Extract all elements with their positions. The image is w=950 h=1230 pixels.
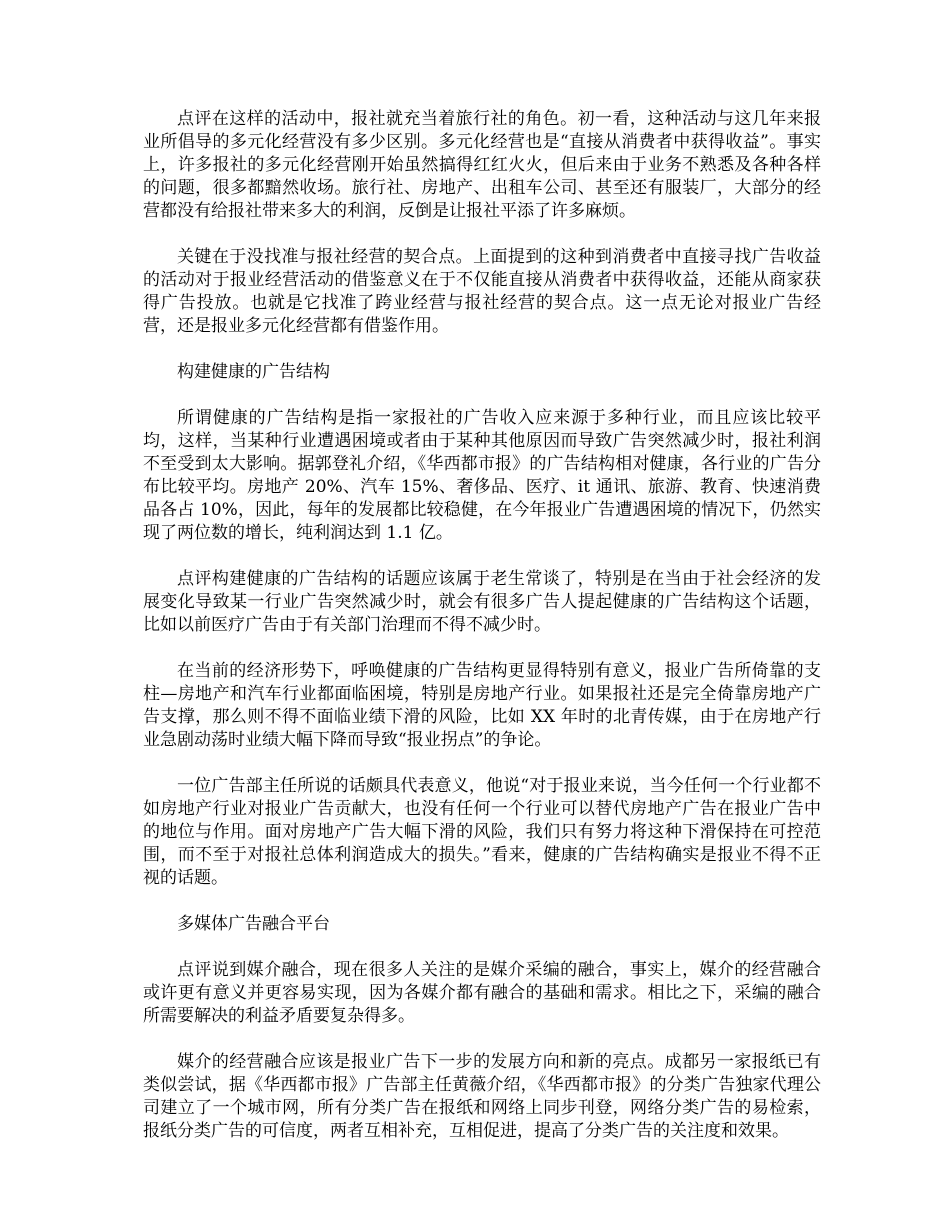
article-body (143, 108, 821, 1166)
paragraph-healthy-structure: 所谓健康的广告结构是指一家报社的广告收入应来源于多种行业，而且应该比较平均，这样，当某种行业遭遇困境或者由于某种其他原因而导致广告突然减少时，报社利润不至受到太大影响。据郭登礼介绍，《华西都市报》的广告结构相对健康，各行业的广告分布比较平均。房地产 20%、汽车 15%、奢侈品、医疗、it 通讯、旅游、教育、快速消费品各占 10%，因此，每年的发展都比较稳健，在今年报业广告遭遇困境的情况下，仍然实现了两位数的增长，纯利润达到 1.1 亿。 (143, 408, 821, 543)
paragraph-commentary-media-fusion: 点评说到媒介融合，现在很多人关注的是媒介采编的融合，事实上，媒介的经营融合或许更有意义并更容易实现，因为各媒介都有融合的基础和需求。相比之下，采编的融合所需要解决的利益矛盾要复杂得多。 (143, 960, 821, 1026)
paragraph-director-quote: 一位广告部主任所说的话颇具代表意义，他说“对于报业来说，当今任何一个行业都不如房地产行业对报业广告贡献大，也没有任何一个行业可以替代房地产广告在报业广告中的地位与作用。面对房地产广告大幅下滑的风险，我们只有努力将这种下滑保持在可控范围，而不至于对报社总体利润造成大的损失。”看来，健康的广告结构确实是报业不得不正视的话题。 (143, 776, 821, 888)
paragraph-commentary-structure: 点评构建健康的广告结构的话题应该属于老生常谈了，特别是在当由于社会经济的发展变化导致某一行业广告突然减少时，就会有很多广告人提起健康的广告结构这个话题，比如以前医疗广告由于有关部门治理而不得不减少时。 (143, 569, 821, 635)
paragraph-business-fusion: 媒介的经营融合应该是报业广告下一步的发展方向和新的亮点。成都另一家报纸已有类似尝试，据《华西都市报》广告部主任黄薇介绍，《华西都市报》的分类广告独家代理公司建立了一个城市网，所有分类广告在报纸和网络上同步刊登，网络分类广告的易检索，报纸分类广告的可信度，两者互相补充，互相促进，提高了分类广告的关注度和效果。 (143, 1052, 821, 1141)
section-heading-ad-structure: 构建健康的广告结构 (177, 362, 330, 382)
paragraph-key-point: 关键在于没找准与报社经营的契合点。上面提到的这种到消费者中直接寻找广告收益的活动对于报业经营活动的借鉴意义在于不仅能直接从消费者中获得收益，还能从商家获得广告投放。也就是它找准了跨业经营与报社经营的契合点。这一点无论对报业广告经营，还是报业多元化经营都有借鉴作用。 (143, 247, 821, 336)
paragraph-commentary-travel: 点评在这样的活动中，报社就充当着旅行社的角色。初一看，这种活动与这几年来报业所倡导的多元化经营没有多少区别。多元化经营也是“直接从消费者中获得收益”。事实上，许多报社的多元化经营刚开始虽然搞得红红火火，但后来由于业务不熟悉及各种各样的问题，很多都黯然收场。旅行社、房地产、出租车公司、甚至还有服装厂，大部分的经营都没有给报社带来多大的利润，反倒是让报社平添了许多麻烦。 (143, 109, 821, 221)
section-heading-multimedia: 多媒体广告融合平台 (177, 914, 330, 934)
paragraph-economic-situation: 在当前的经济形势下，呼唤健康的广告结构更显得特别有意义，报业广告所倚靠的支柱—房地产和汽车行业都面临困境，特别是房地产行业。如果报社还是完全倚靠房地产广告支撑，那么则不得不面临业绩下滑的风险，比如 XX 年时的北青传媒，由于在房地产行业急剧动荡时业绩大幅下降而导致“报业拐点”的争论。 (143, 661, 821, 750)
